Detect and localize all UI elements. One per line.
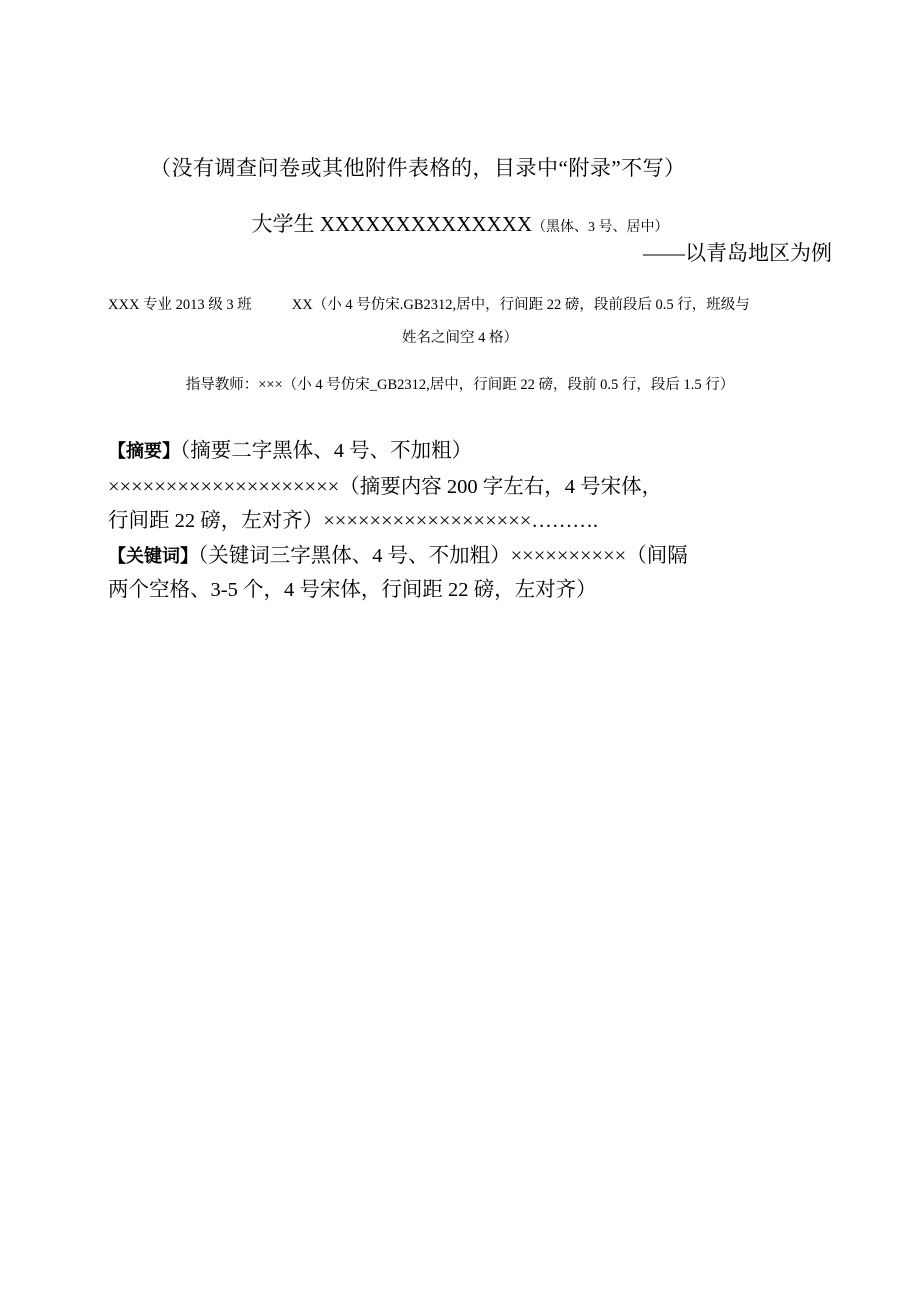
appendix-note: （没有调查问卷或其他附件表格的，目录中“附录”不写） (150, 156, 686, 180)
class-and-name-line (108, 293, 750, 314)
keywords-text-line-1: （关键词三字黑体、4 号、不加粗）××××××××××（间隔 (198, 545, 688, 567)
abstract-label: 【摘要】 (108, 441, 180, 462)
student-name-note-continued: 姓名之间空 4 格） (402, 330, 518, 346)
title-main: 大学生 XXXXXXXXXXXXXX (251, 212, 533, 236)
keywords-heading (108, 538, 688, 568)
student-name-note: XX（小 4 号仿宋.GB2312,居中，行间距 22 磅，段前段后 0.5 行，班级与 (291, 297, 750, 313)
paper-title (0, 208, 920, 238)
keywords-label: 【关键词】 (108, 546, 198, 567)
abstract-text-line-2: 行间距 22 磅，左对齐）××××××××××××××××××………. (108, 510, 598, 532)
abstract-label-note: （摘要二字黑体、4 号、不加粗） (180, 440, 473, 462)
advisor-line: 指导教师：×××（小 4 号仿宋_GB2312,居中，行间距 22 磅，段前 0.5 行，段后 1.5 行） (185, 377, 735, 393)
abstract-heading (108, 433, 472, 463)
abstract-text-line-1: ××××××××××××××××××××（摘要内容 200 字左右，4 号宋体， (108, 476, 663, 498)
class-name: XXX 专业 2013 级 3 班 (108, 297, 252, 313)
keywords-text-line-2: 两个空格、3-5 个，4 号宋体，行间距 22 磅，左对齐） (108, 579, 597, 601)
paper-subtitle: ——以青岛地区为例 (643, 241, 832, 265)
title-format-note: （黑体、3 号、居中） (532, 220, 669, 235)
